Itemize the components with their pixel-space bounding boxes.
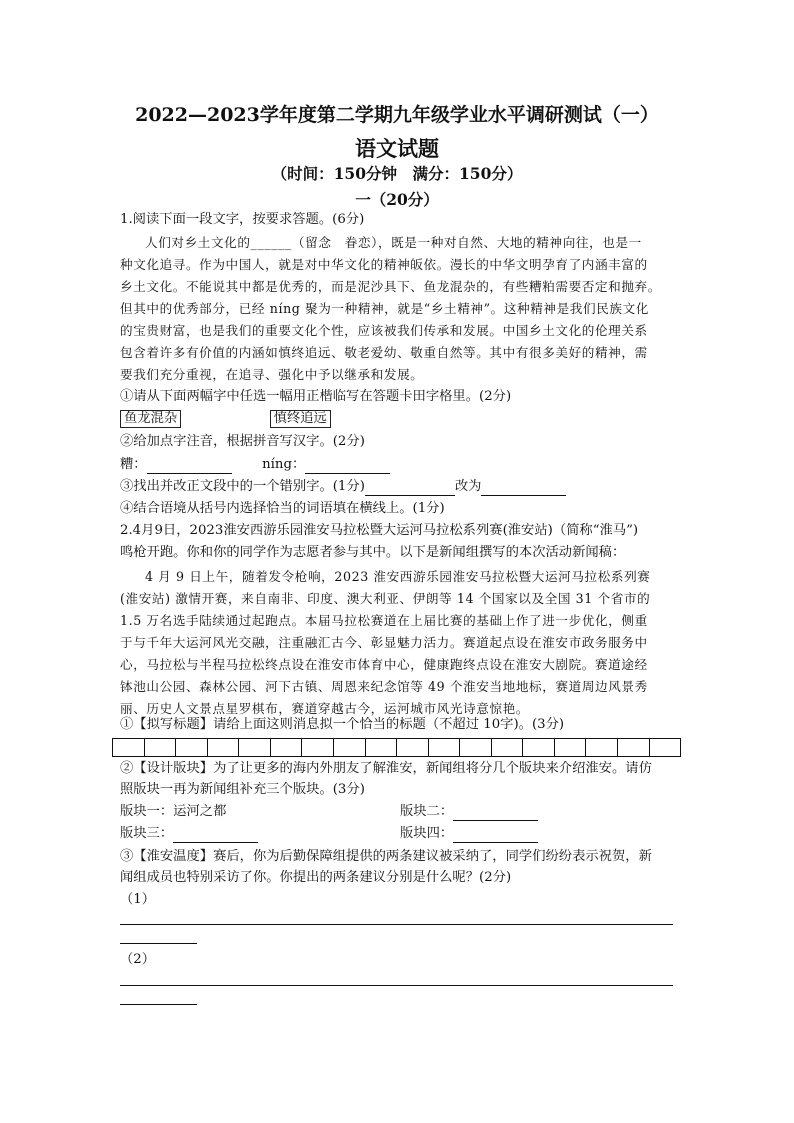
news-line: 4 月 9 日上午，随着发令枪响，2023 淮安西游乐园淮安马拉松暨大运河马拉松系列赛 — [145, 569, 651, 584]
grid-cell[interactable] — [397, 739, 429, 756]
grid-cell[interactable] — [650, 739, 681, 756]
grid-cell[interactable] — [302, 739, 334, 756]
zao-answer-blank[interactable] — [147, 459, 232, 474]
answer-1-line-end[interactable] — [120, 943, 197, 944]
grid-cell[interactable] — [271, 739, 303, 756]
q1-sub4: ④结合语境从括号内选择恰当的词语填在横线上。(1分) — [120, 501, 445, 516]
passage-line: 人们对乡土文化的______（留念 眷恋），既是一种对自然、大地的精神向往，也是一 — [145, 235, 642, 250]
grid-cell[interactable] — [555, 739, 587, 756]
answer-1-line[interactable] — [120, 924, 673, 925]
title-answer-grid[interactable] — [112, 738, 681, 757]
block-1: 版块一：运河之都 — [120, 804, 227, 819]
news-line: 钵池山公园、森林公园、河下古镇、周恩来纪念馆等 49 个淮安当地地标，赛道周边风景秀 — [120, 679, 648, 694]
block-4-blank[interactable] — [453, 828, 538, 843]
block-3-blank[interactable] — [173, 828, 258, 843]
zao-label: 糟： — [120, 457, 147, 472]
block-2-label: 版块二： — [400, 804, 454, 819]
q2-prompt-cont: 鸣枪开跑。你和你的同学作为志愿者参与其中。以下是新闻组撰写的本次活动新闻稿： — [120, 545, 626, 560]
replace-label: 改为 — [454, 479, 482, 494]
answer-1-label: （1） — [120, 892, 156, 907]
wrong-char-blank[interactable] — [365, 481, 455, 496]
answer-2-label: （2） — [120, 952, 156, 967]
q2-sub3-cont: 闻组成员也特别采访了你。你提出的两条建议分别是什么呢？(2分) — [120, 870, 512, 885]
q2-prompt: 2.4月9日，2023淮安西游乐园淮安马拉松暨大运河马拉松系列赛(淮安站)（简称“淮马”) — [120, 523, 639, 538]
news-line: 于与千年大运河风光交融，注重融汇古今、彰显魅力活力。赛道起点设在淮安市政务服务中 — [120, 635, 648, 650]
q2-sub3: ③【淮安温度】赛后，你为后勤保障组提供的两条建议被采纳了，同学们纷纷表示祝贺，新 — [120, 849, 652, 864]
ning-label: níng： — [262, 457, 306, 472]
grid-cell[interactable] — [429, 739, 461, 756]
passage-line: 但其中的优秀部分，已经 níng 聚为一种精神，就是“乡土精神”。这种精神是我们民族文化 — [120, 301, 649, 316]
grid-cell[interactable] — [145, 739, 177, 756]
answer-2-line[interactable] — [120, 985, 673, 986]
q1-sub2: ②给加点字注音，根据拼音写汉字。(2分) — [120, 434, 365, 449]
subject-title: 语文试题 — [355, 136, 439, 161]
passage-line: 包含着许多有价值的内涵如慎终追远、敬老爱幼、敬重自然等。其中有很多美好的精神，需 — [120, 345, 648, 360]
q1-sub1: ①请从下面两幅字中任选一幅用正楷临写在答题卡田字格里。(2分) — [120, 389, 512, 404]
correct-char-blank[interactable] — [481, 481, 566, 496]
block-3-label: 版块三： — [120, 826, 174, 841]
grid-cell[interactable] — [239, 739, 271, 756]
block-row-3 — [120, 825, 258, 843]
exam-title: 2022—2023学年度第二学期九年级学业水平调研测试（一） — [135, 104, 659, 126]
q2-sub2: ②【设计版块】为了让更多的海内外朋友了解淮安，新闻组将分几个版块来介绍淮安。请仿 — [120, 761, 652, 776]
grid-cell[interactable] — [208, 739, 240, 756]
ning-answer-blank[interactable] — [305, 459, 390, 474]
grid-cell[interactable] — [492, 739, 524, 756]
block-4-label: 版块四： — [400, 826, 454, 841]
calligraphy-options — [120, 410, 331, 428]
block-row-4 — [400, 825, 538, 843]
news-line: 1.5 万名选手陆续通过起跑点。本届马拉松赛道在上届比赛的基础上作了进一步优化，侧重 — [120, 613, 648, 628]
block-row-1 — [120, 803, 226, 821]
option-box-a: 鱼龙混杂 — [120, 410, 181, 428]
option-box-b: 慎终追远 — [270, 410, 331, 428]
passage-line: 种文化追寻。作为中国人，就是对中华文化的精神皈依。漫长的中华文明孕育了内涵丰富的 — [120, 257, 648, 272]
section-heading: 一（20分） — [355, 190, 439, 209]
block-row-2 — [400, 803, 538, 821]
passage-line: 要我们充分重视，在追寻、强化中予以继承和发展。 — [120, 367, 424, 382]
q2-sub1: ①【拟写标题】请给上面这则消息拟一个恰当的标题（不超过 10字)。(3分) — [120, 717, 565, 732]
grid-cell[interactable] — [334, 739, 366, 756]
grid-cell[interactable] — [586, 739, 618, 756]
grid-cell[interactable] — [460, 739, 492, 756]
grid-cell[interactable] — [366, 739, 398, 756]
grid-cell[interactable] — [113, 739, 145, 756]
q1-sub3 — [120, 478, 566, 496]
answer-2-line-end[interactable] — [120, 1004, 197, 1005]
pinyin-row — [120, 456, 390, 474]
news-line: (淮安站) 激情开赛，来自南非、印度、澳大利亚、伊朗等 14 个国家以及全国 31 个省市的 — [120, 591, 651, 606]
grid-cell[interactable] — [176, 739, 208, 756]
grid-cell[interactable] — [523, 739, 555, 756]
block-2-blank[interactable] — [453, 806, 538, 821]
passage-line: 乡土文化。不能说其中都是优秀的，而是泥沙具下、鱼龙混杂的，有些糟粕需要否定和抛弃。 — [120, 279, 661, 294]
q1-sub3-text: ③找出并改正文段中的一个错别字。(1分) — [120, 479, 365, 494]
news-line: 心，马拉松与半程马拉松终点设在淮安市体育中心，健康跑终点设在淮安大剧院。赛道途经 — [120, 657, 648, 672]
q1-prompt: 1.阅读下面一段文字，按要求答题。(6分) — [120, 212, 365, 227]
grid-cell[interactable] — [618, 739, 650, 756]
time-score: （时间：150分钟 满分：150分） — [271, 164, 523, 183]
news-line: 丽、历史人文景点星罗棋布，赛道穿越古今，运河城市风光诗意惊艳。 — [120, 701, 530, 716]
q2-sub2-cont: 照版块一再为新闻组补充三个版块。(3分) — [120, 782, 365, 797]
passage-line: 的宝贵财富，也是我们的重要文化个性，应该被我们传承和发展。中国乡土文化的伦理关系 — [120, 323, 648, 338]
